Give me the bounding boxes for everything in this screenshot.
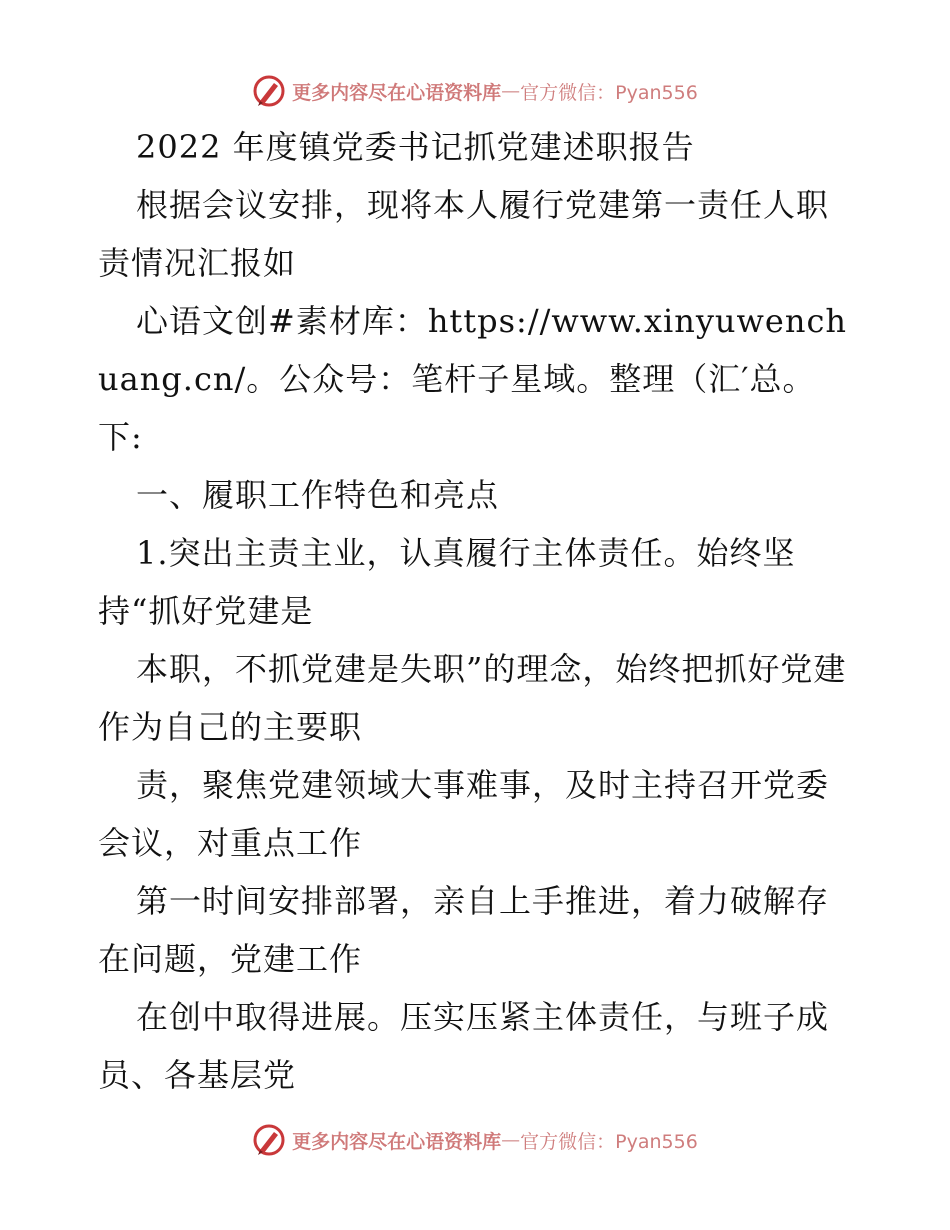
pen-logo-icon — [252, 74, 286, 108]
banner-wechat: 官方微信：Pyan556 — [520, 1130, 698, 1153]
footer-watermark-banner — [0, 1120, 950, 1160]
banner-wechat: 官方微信：Pyan556 — [520, 81, 698, 104]
pen-logo-icon — [252, 1123, 286, 1157]
paragraph: 1.突出主责主业，认真履行主体责任。始终坚持“抓好党建是 — [98, 534, 796, 630]
header-watermark-banner — [0, 71, 950, 111]
paragraph: 在创中取得进展。压实压紧主体责任，与班子成员、各基层党 — [98, 998, 830, 1094]
document-body — [98, 118, 858, 1104]
paragraph: 心语文创#素材库：https://www.xinyuwenchuang.cn/。公众号：笔杆子星域。整理（汇′总。下: — [98, 302, 847, 456]
banner-text: 更多内容尽在心语资料库 — [292, 81, 502, 104]
paragraph: 根据会议安排，现将本人履行党建第一责任人职责情况汇报如 — [98, 186, 830, 282]
banner-dash: — — [501, 80, 521, 102]
section-heading: 一、履职工作特色和亮点 — [136, 476, 500, 514]
paragraph: 第一时间安排部署，亲自上手推进，着力破解存在问题，党建工作 — [98, 882, 830, 978]
paragraph: 本职，不抓党建是失职”的理念，始终把抓好党建作为自己的主要职 — [98, 650, 847, 746]
banner-text: 更多内容尽在心语资料库 — [292, 1130, 502, 1153]
paragraph: 责，聚焦党建领域大事难事，及时主持召开党委会议，对重点工作 — [98, 766, 830, 862]
document-title: 2022 年度镇党委书记抓党建述职报告 — [136, 128, 695, 166]
banner-dash: — — [501, 1129, 521, 1151]
